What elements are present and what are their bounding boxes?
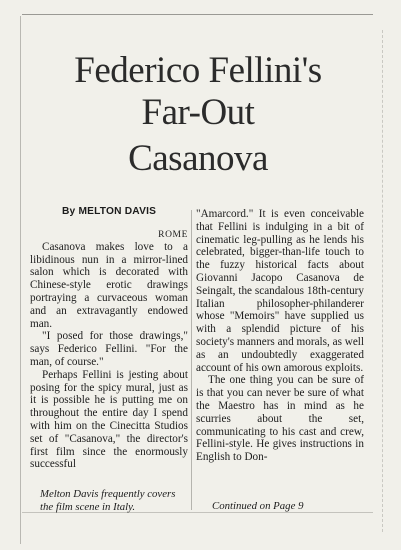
paragraph: "I posed for those drawings," says Federico Fellini. "For the man, of course." xyxy=(30,330,188,368)
dateline: ROME xyxy=(158,229,188,240)
column-divider xyxy=(191,210,192,510)
headline-line-2: Far-Out xyxy=(141,92,255,133)
paragraph: The one thing you can be sure of is that you can never be sure of what the Maestro has in mind as he scurries about the set, communicating to his cast and crew, Fellini-style. He gives instructions in English to Don- xyxy=(196,374,364,464)
headline-line-1: Federico Fellini's xyxy=(74,50,322,91)
headline-line-3: Casanova xyxy=(128,138,268,179)
paragraph: Casanova makes love to a libidinous nun in a mirror-lined salon which is decorated with Chinese-style erotic drawings portraying a curvaceous woman and an extravagantly endowed man. xyxy=(30,240,188,330)
top-rule xyxy=(22,14,373,15)
clipping-right-edge xyxy=(382,30,383,532)
right-column xyxy=(196,208,364,464)
clipping-left-edge xyxy=(20,16,21,544)
left-column xyxy=(30,206,188,471)
continued-line: Continued on Page 9 xyxy=(212,500,304,512)
paragraph: "Amarcord." It is even conceivable that Fellini is indulging in a bit of cinematic leg-pulling as he lends his celebrated, bigger-than-life touch to the fuzzy historical facts about Giovanni Jacopo Casanova de Seingalt, the scandalous 18th-century Italian philosopher-philanderer whose "Memoirs" have supplied us with a splendid picture of his society's manners and morals, as well as an undoubtedly exaggerated account of his own amorous exploits. xyxy=(196,208,364,374)
byline: By MELTON DAVIS xyxy=(62,206,157,217)
paragraph: Perhaps Fellini is jesting about posing for the spicy mural, just as it is possible he is putting me on throughout the entire day I spend with him on the Cinecitta Studios set of "Casanova," the director's first film since the enormously successful xyxy=(30,368,188,471)
author-credit: Melton Davis frequently covers the film scene in Italy. xyxy=(40,488,176,513)
